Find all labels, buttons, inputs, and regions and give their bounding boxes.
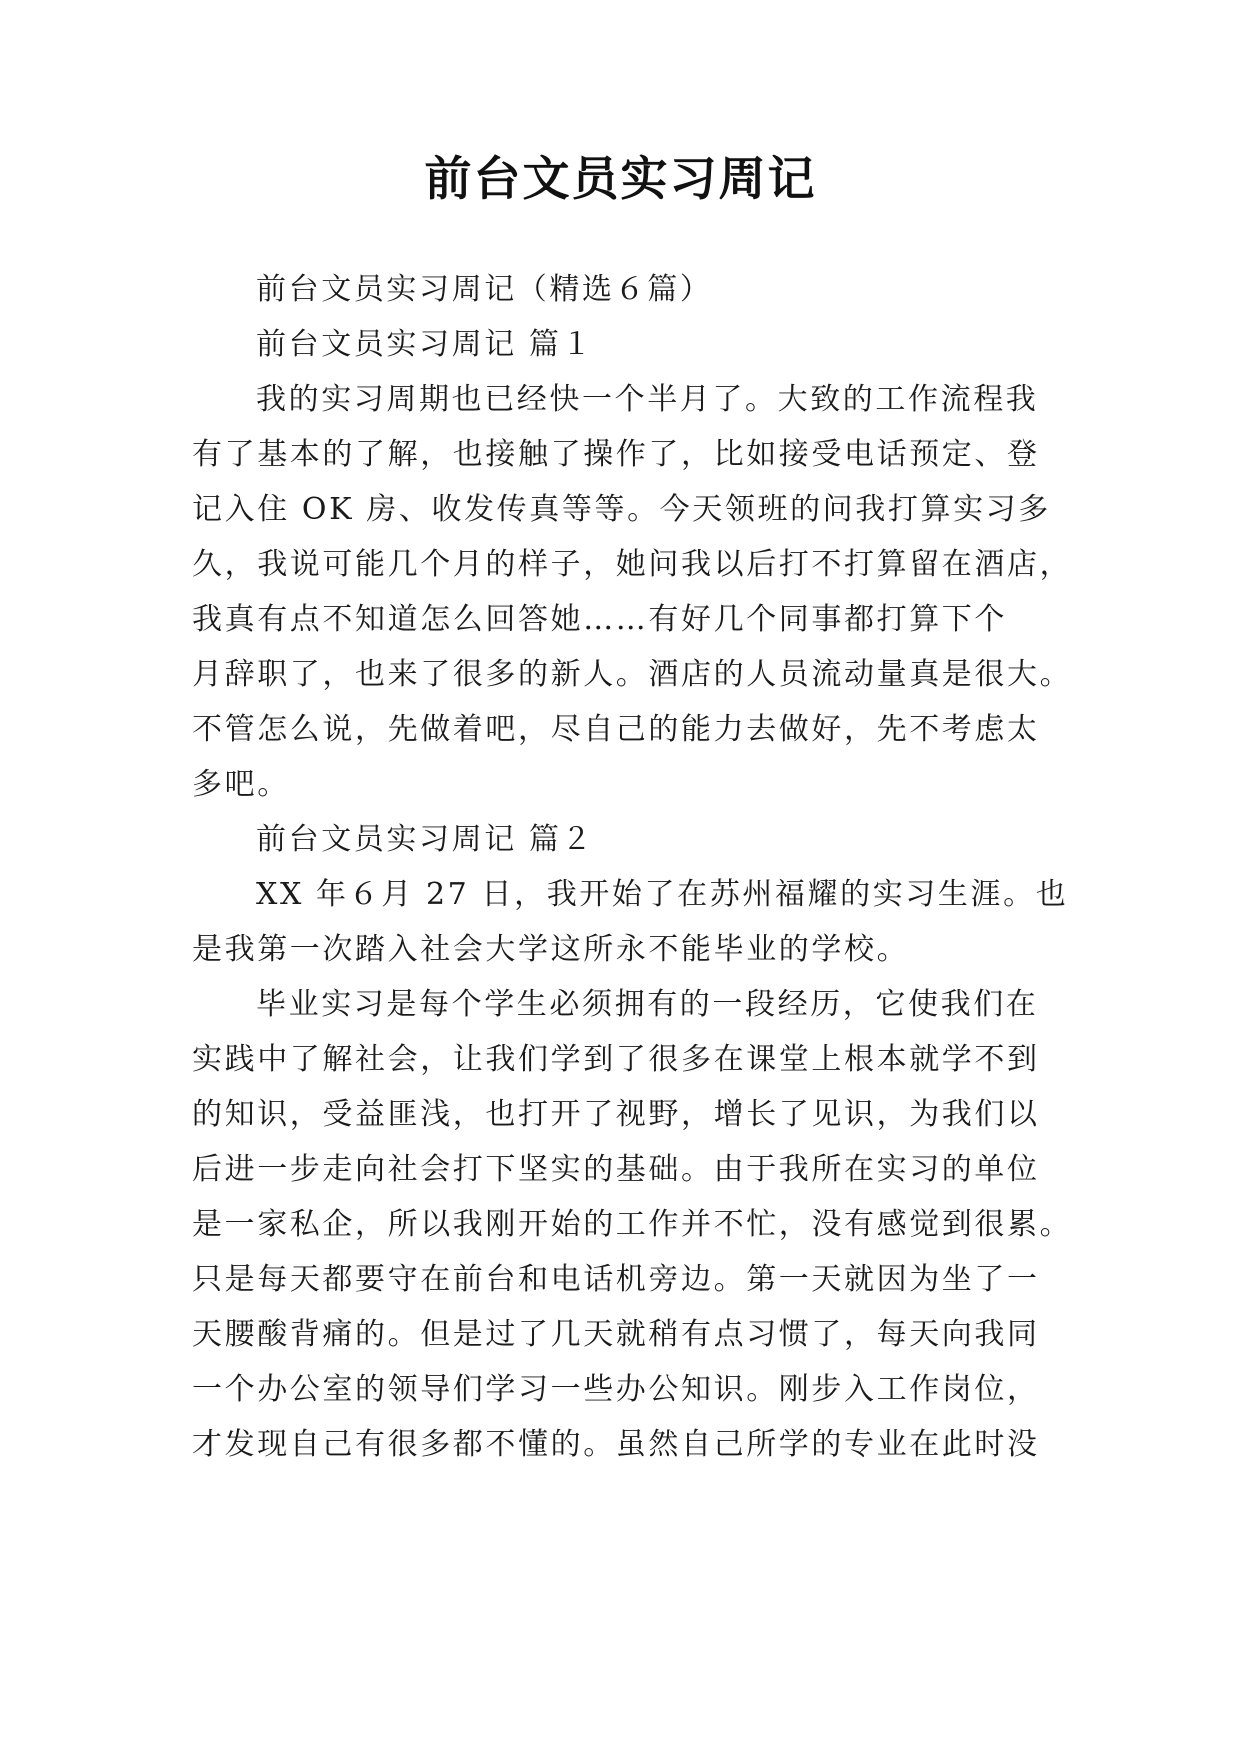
text-line: 记入住 OK 房、收发传真等等。今天领班的问我打算实习多 (192, 492, 1051, 527)
text-line: 实践中了解社会，让我们学到了很多在课堂上根本就学不到 (192, 1042, 1040, 1077)
text-line: 才发现自己有很多都不懂的。虽然自己所学的专业在此时没 (192, 1427, 1040, 1462)
text-line: 是我第一次踏入社会大学这所永不能毕业的学校。 (192, 932, 910, 967)
document-body (192, 262, 1073, 1472)
text-line: 只是每天都要守在前台和电话机旁边。第一天就因为坐了一 (192, 1262, 1040, 1297)
text-line: 前台文员实习周记 篇１ (256, 327, 595, 362)
text-line: 毕业实习是每个学生必须拥有的一段经历，它使我们在 (256, 987, 1039, 1022)
text-line: 前台文员实习周记（精选６篇） (256, 272, 713, 307)
document-title: 前台文员实习周记 (424, 152, 817, 207)
text-line: 不管怎么说，先做着吧，尽自己的能力去做好，先不考虑太 (192, 712, 1040, 747)
text-line: 我真有点不知道怎么回答她……有好几个同事都打算下个 (192, 602, 1007, 637)
text-line: 前台文员实习周记 篇２ (256, 822, 595, 857)
text-line: XX 年６月 27 日，我开始了在苏州福耀的实习生涯。也 (256, 877, 1069, 912)
text-line: 月辞职了，也来了很多的新人。酒店的人员流动量真是很大。 (192, 657, 1073, 692)
text-line: 久，我说可能几个月的样子，她问我以后打不打算留在酒店， (192, 547, 1073, 582)
text-line: 是一家私企，所以我刚开始的工作并不忙，没有感觉到很累。 (192, 1207, 1073, 1242)
text-line: 多吧。 (192, 767, 290, 802)
text-line: 的知识，受益匪浅，也打开了视野，增长了见识，为我们以 (192, 1097, 1040, 1132)
text-line: 天腰酸背痛的。但是过了几天就稍有点习惯了，每天向我同 (192, 1317, 1040, 1352)
text-line: 有了基本的了解，也接触了操作了，比如接受电话预定、登 (192, 437, 1040, 472)
text-line: 后进一步走向社会打下坚实的基础。由于我所在实习的单位 (192, 1152, 1040, 1187)
text-line: 一个办公室的领导们学习一些办公知识。刚步入工作岗位， (192, 1372, 1040, 1407)
text-line: 我的实习周期也已经快一个半月了。大致的工作流程我 (256, 382, 1039, 417)
